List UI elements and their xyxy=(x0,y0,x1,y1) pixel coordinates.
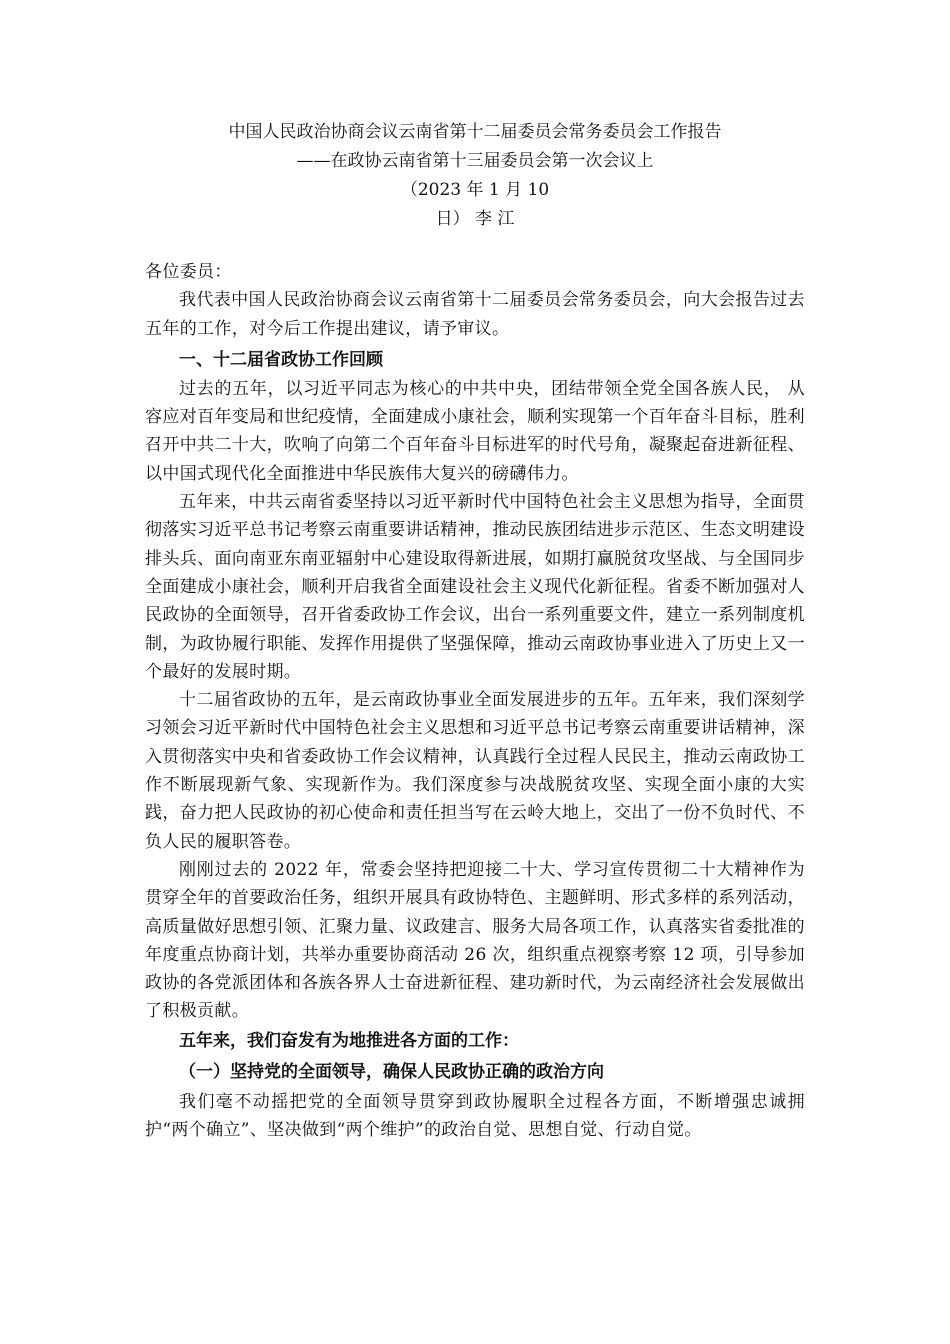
report-subtitle: ——在政协云南省第十三届委员会第一次会议上 xyxy=(296,151,654,171)
report-author: 日） 李 江 xyxy=(435,209,515,229)
report-title-block xyxy=(145,118,805,234)
report-title: 中国人民政治协商会议云南省第十二届委员会常务委员会工作报告 xyxy=(228,122,722,142)
salutation: 各位委员： xyxy=(145,262,232,282)
intro-paragraph: 我代表中国人民政治协商会议云南省第十二届委员会常务委员会，向大会报告过去五年的工作，对今后工作提出建议，请予审议。 xyxy=(145,290,805,339)
subsection-heading-party-leadership: （一）坚持党的全面领导，确保人民政协正确的政治方向 xyxy=(179,1061,604,1082)
paragraph-year-2022: 刚刚过去的 2022 年，常委会坚持把迎接二十大、学习宣传贯彻二十大精神作为贯穿全年的首要政治任务，组织开展具有政协特色、主题鲜明、形式多样的系列活动，高质量做好思想引领、汇聚力量、议政建言、服务大局各项工作，认真落实省委批准的年度重点协商计划，共举办重要协商活动 26 次，组织重点视察考察 12 项，引导参加政协的各党派团体和各族各界人士奋进新征程、建功新时代，为云南经济社会发展做出了积极贡献。 xyxy=(145,859,805,1022)
report-date: （2023 年 1 月 10 xyxy=(400,180,550,200)
report-body xyxy=(145,258,805,1144)
section-heading-review: 一、十二届省政协工作回顾 xyxy=(179,349,383,370)
paragraph-party-leadership: 我们毫不动摇把党的全面领导贯穿到政协履职全过程各方面，不断增强忠诚拥护“两个确立”、坚决做到“两个维护”的政治自觉、思想自觉、行动自觉。 xyxy=(145,1091,805,1141)
paragraph-provincial-committee: 五年来，中共云南省委坚持以习近平新时代中国特色社会主义思想为指导，全面贯彻落实习近平总书记考察云南重要讲话精神，推动民族团结进步示范区、生态文明建设排头兵、面向南亚东南亚辐射中心建设取得新进展，如期打赢脱贫攻坚战、与全国同步全面建成小康社会，顺利开启我省全面建设社会主义现代化新征程。省委不断加强对人民政协的全面领导，召开省委政协工作会议，出台一系列重要文件，建立一系列制度机制，为政协履行职能、发挥作用提供了坚强保障，推动云南政协事业进入了历史上又一个最好的发展时期。 xyxy=(145,492,805,682)
paragraph-past-five-years: 过去的五年，以习近平同志为核心的中共中央，团结带领全党全国各族人民， 从容应对百年变局和世纪疫情，全面建成小康社会，顺利实现第一个百年奋斗目标，胜利召开中共二十大，吹响了向第二个百年奋斗目标进军的时代号角，凝聚起奋进新征程、以中国式现代化全面推进中华民族伟大复兴的磅礴伟力。 xyxy=(145,378,805,484)
summary-heading: 五年来，我们奋发有为地推进各方面的工作： xyxy=(179,1030,519,1051)
paragraph-twelfth-cppcc: 十二届省政协的五年，是云南政协事业全面发展进步的五年。五年来，我们深刻学习领会习近平新时代中国特色社会主义思想和习近平总书记考察云南重要讲话精神，深入贯彻落实中央和省委政协工作会议精神，认真践行全过程人民民主，推动云南政协工作不断展现新气象、实现新作为。我们深度参与决战脱贫攻坚、实现全面小康的大实践，奋力把人民政协的初心使命和责任担当写在云岭大地上，交出了一份不负时代、不负人民的履职答卷。 xyxy=(145,690,805,852)
